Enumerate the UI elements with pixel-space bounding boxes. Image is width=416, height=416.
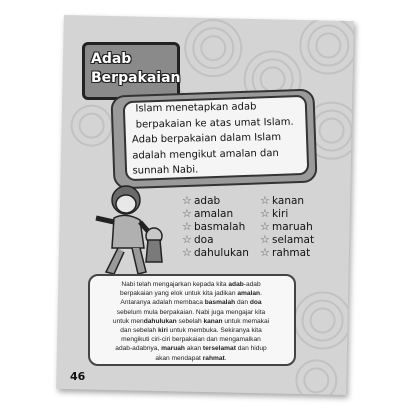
- vocab-word: ☆ amalan: [182, 207, 234, 220]
- vocab-word: ☆ dahulukan: [182, 246, 249, 259]
- vocab-word: ☆ kanan: [260, 194, 305, 207]
- child-illustration: [92, 178, 180, 278]
- intro-line: adalah mengikut amalan dan: [132, 147, 279, 162]
- story-line: dan sebelah kiri untuk membuka. Sekiranya kita: [120, 327, 262, 335]
- story-line: Antaranya adalah membaca basmalah dan doa: [120, 299, 262, 307]
- star-icon: ☆: [182, 233, 192, 246]
- star-icon: ☆: [260, 220, 270, 233]
- intro-line: Adab berpakaian dalam Islam: [131, 131, 282, 146]
- story-line: Nabi telah mengajarkan kepada kita adab-adab: [121, 281, 261, 288]
- story-line: akan mendapat rahmat.: [155, 354, 227, 362]
- vocab-word: ☆ basmalah: [182, 220, 246, 233]
- story-line: untuk mendahulukan sebelah kanan untuk memakai: [112, 317, 270, 325]
- title-line-1: Adab: [91, 51, 132, 67]
- vocab-word: ☆ adab: [182, 194, 221, 207]
- title-line-2: Berpakaian: [91, 70, 181, 86]
- star-icon: ☆: [260, 233, 270, 246]
- vocab-word: ☆ selamat: [260, 233, 315, 246]
- title-banner: [82, 42, 180, 100]
- intro-line: sunnah Nabi.: [132, 164, 199, 177]
- story-text: [92, 280, 290, 363]
- star-icon: ☆: [260, 207, 270, 220]
- story-line: mengikuti ciri-ciri berpakaian dan mengamalkan: [121, 336, 261, 344]
- star-icon: ☆: [182, 207, 192, 220]
- star-icon: ☆: [182, 194, 192, 207]
- vocab-word: ☆ rahmat: [260, 246, 311, 259]
- story-line: adab-adabnya, maruah akan terselamat dan hidup: [115, 345, 267, 353]
- star-icon: ☆: [260, 194, 270, 207]
- vocab-word: ☆ doa: [182, 233, 214, 246]
- page-number: 46: [70, 370, 86, 383]
- intro-line: berpakaian ke atas umat Islam.: [135, 116, 294, 130]
- star-icon: ☆: [260, 246, 270, 259]
- star-icon: ☆: [182, 220, 192, 233]
- vocab-word: ☆ maruah: [260, 220, 313, 233]
- story-line: sebelum mula berpakaian. Nabi juga mengajar kita: [116, 308, 266, 316]
- intro-text: [131, 98, 308, 179]
- story-line: berpakaian yang elok untuk kita jadikan amalan.: [120, 290, 262, 298]
- vocab-word: ☆ kiri: [260, 207, 289, 220]
- star-icon: ☆: [182, 246, 192, 259]
- intro-line: Islam menetapkan adab: [135, 101, 257, 115]
